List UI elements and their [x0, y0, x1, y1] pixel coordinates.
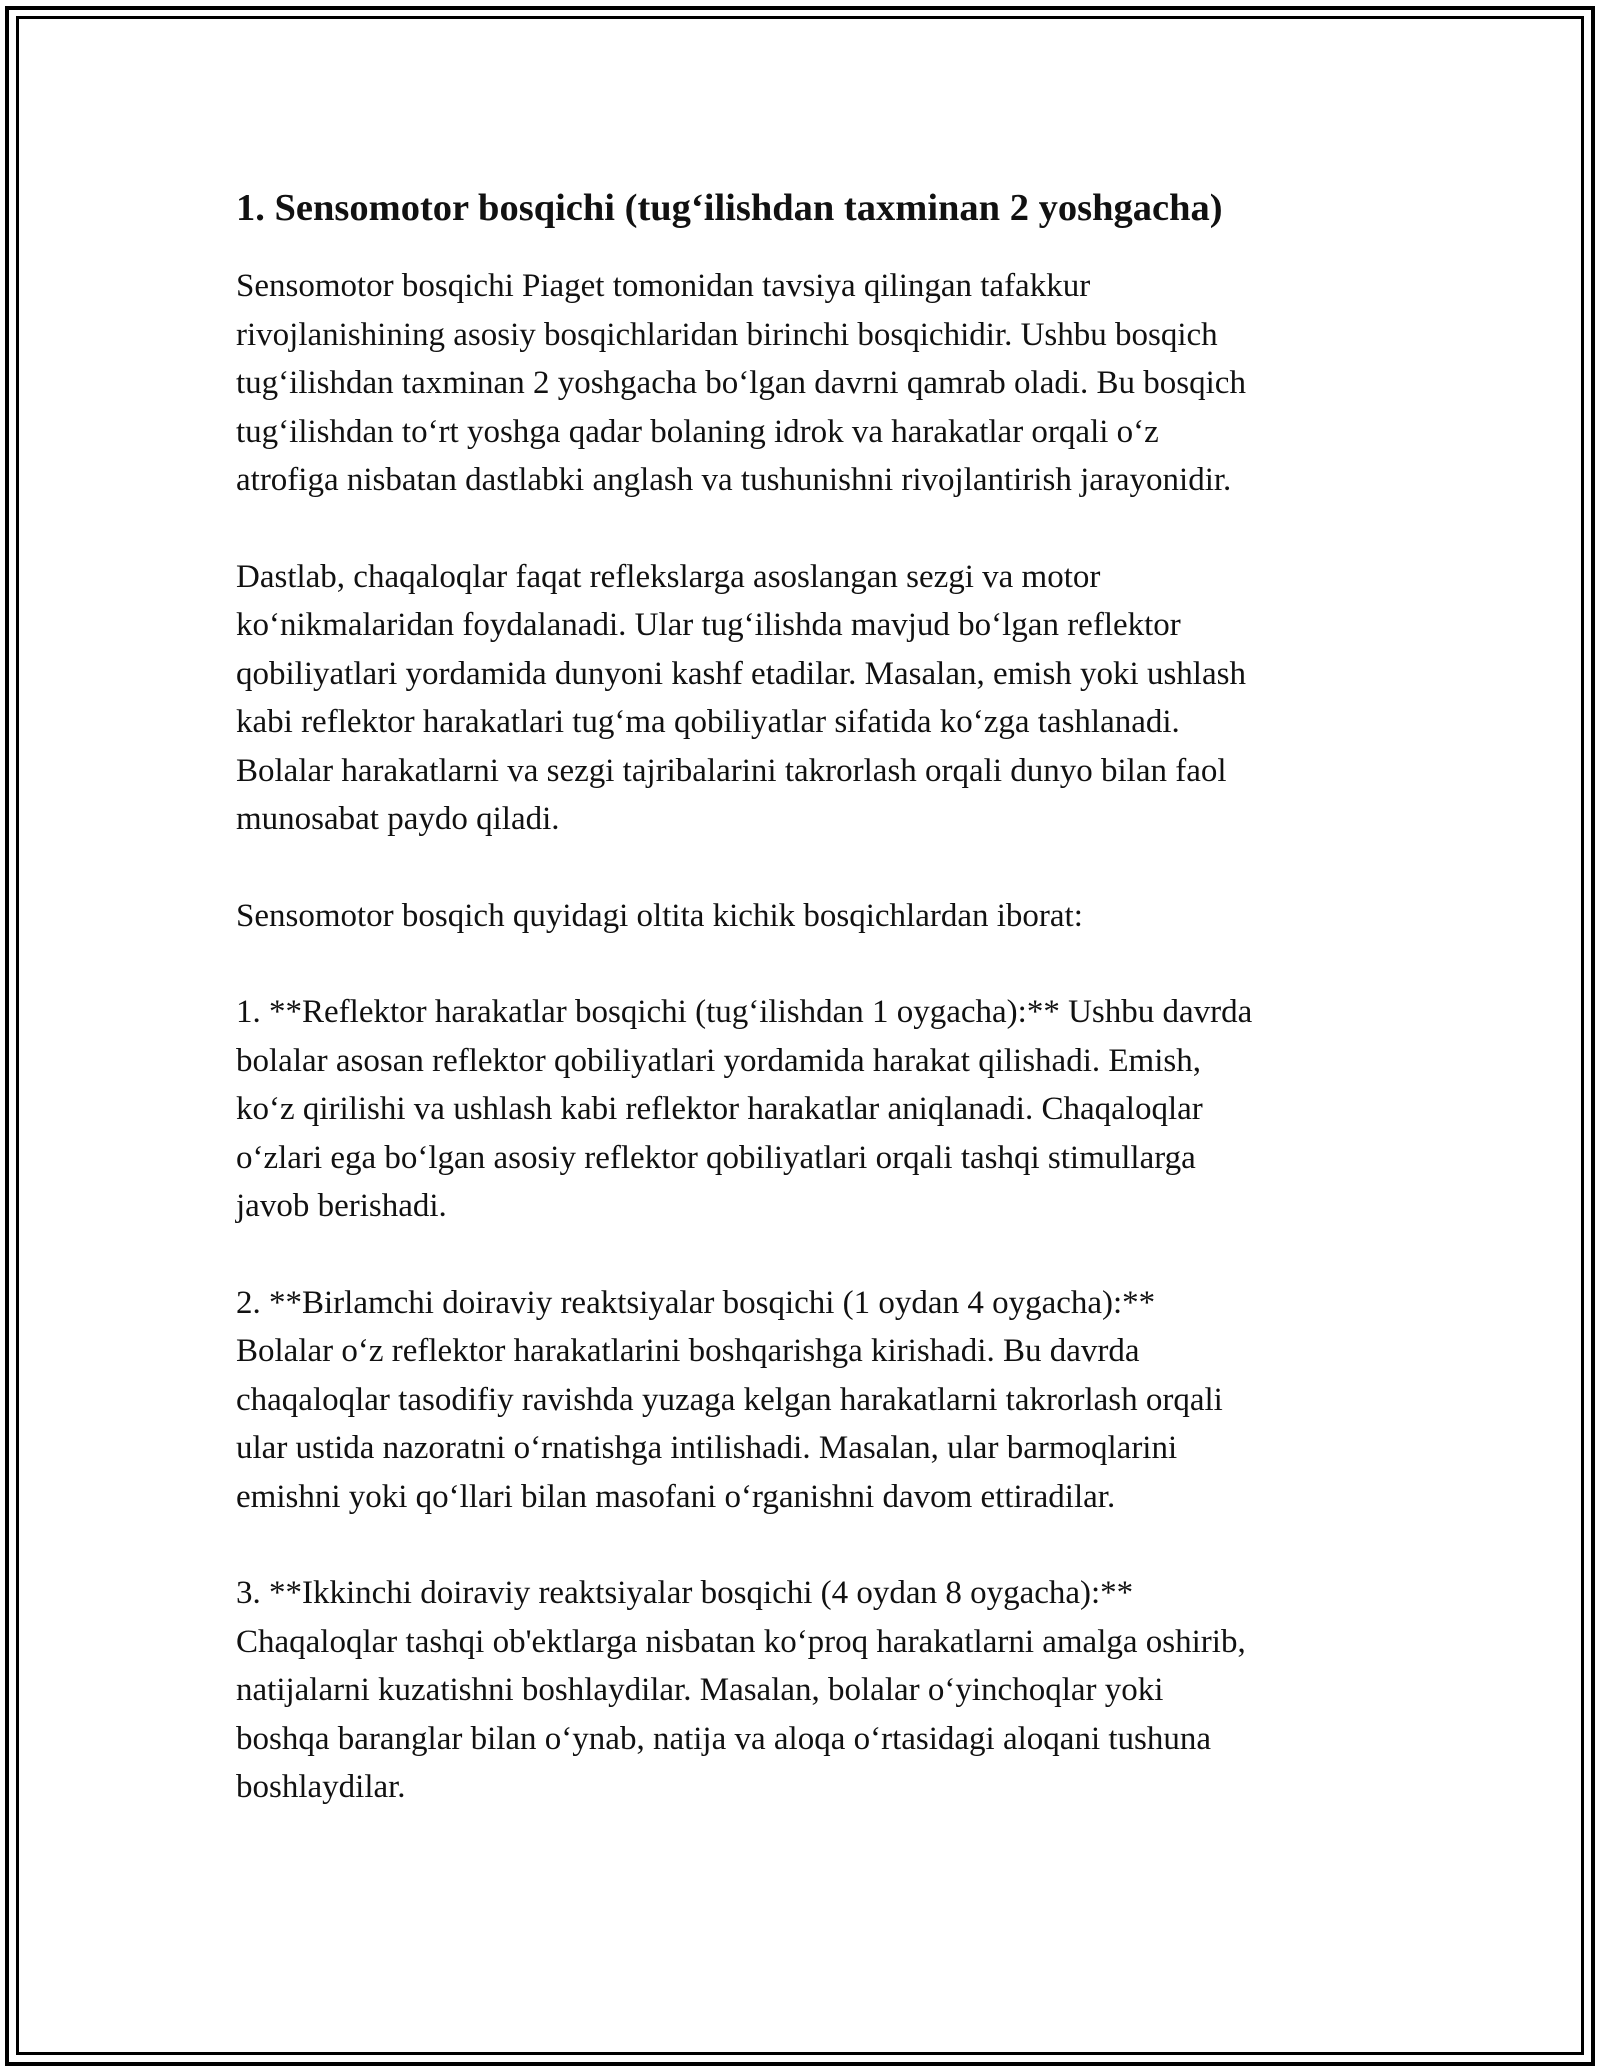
text-line: 1. **Reflektor harakatlar bosqichi (tug‘ilishdan 1 oygacha):** Ushbu davrda — [236, 994, 1253, 1030]
text-line: Bolalar o‘z reflektor harakatlarini boshqarishga kirishadi. Bu davrda — [236, 1333, 1140, 1369]
text-line: o‘zlari ega bo‘lgan asosiy reflektor qobiliyatlari orqali tashqi stimullarga — [236, 1139, 1196, 1176]
text-line: 2. **Birlamchi doiraviy reaktsiyalar bosqichi (1 oydan 4 oygacha):** — [236, 1284, 1156, 1321]
document-body — [236, 186, 1376, 1860]
text-line: Chaqaloqlar tashqi ob'ektlarga nisbatan ko‘proq harakatlarni amalga oshirib, — [236, 1623, 1246, 1660]
text-line: atrofiga nisbatan dastlabki anglash va tushunishni rivojlantirish jarayonidir. — [236, 462, 1232, 498]
text-line: emishni yoki qo‘llari bilan masofani o‘rganishni davom ettiradilar. — [236, 1478, 1116, 1515]
text-line: natijalarni kuzatishni boshlaydilar. Masalan, bolalar o‘yinchoqlar yoki — [236, 1672, 1164, 1708]
paragraph-intro — [236, 262, 1376, 505]
text-line: munosabat paydo qiladi. — [236, 801, 560, 837]
text-line: tug‘ilishdan taxminan 2 yoshgacha bo‘lgan davrni qamrab oladi. Bu bosqich — [236, 365, 1246, 401]
paragraph-substage-2 — [236, 1279, 1376, 1522]
section-heading: 1. Sensomotor bosqichi (tug‘ilishdan taxminan 2 yoshgacha) — [236, 187, 1223, 229]
text-line: chaqaloqlar tasodifiy ravishda yuzaga kelgan harakatlarni takrorlash orqali — [236, 1381, 1223, 1418]
text-line: bolalar asosan reflektor qobiliyatlari yordamida harakat qilishadi. Emish, — [236, 1042, 1201, 1079]
text-line: ko‘nikmalaridan foydalanadi. Ular tug‘ilishda mavjud bo‘lgan reflektor — [236, 607, 1181, 643]
text-line: Bolalar harakatlarni va sezgi tajribalarini takrorlash orqali dunyo bilan faol — [236, 752, 1227, 789]
paragraph-substage-1 — [236, 988, 1376, 1231]
text-line: qobiliyatlari yordamida dunyoni kashf etadilar. Masalan, emish yoki ushlash — [236, 655, 1246, 692]
text-line: tug‘ilishdan to‘rt yoshga qadar bolaning idrok va harakatlar orqali o‘z — [236, 413, 1159, 450]
text-line: javob berishadi. — [236, 1188, 447, 1224]
paragraph-substages-intro — [236, 892, 1376, 941]
text-line: kabi reflektor harakatlari tug‘ma qobiliyatlar sifatida ko‘zga tashlanadi. — [236, 704, 1180, 740]
text-line: ular ustida nazoratni o‘rnatishga intilishadi. Masalan, ular barmoqlarini — [236, 1430, 1178, 1466]
text-line: ko‘z qirilishi va ushlash kabi reflektor harakatlar aniqlanadi. Chaqaloqlar — [236, 1091, 1203, 1127]
text-line: Sensomotor bosqichi Piaget tomonidan tavsiya qilingan tafakkur — [236, 268, 1091, 304]
paragraph-reflexes — [236, 553, 1376, 844]
text-line: boshqa baranglar bilan o‘ynab, natija va aloqa o‘rtasidagi aloqani tushuna — [236, 1720, 1212, 1757]
text-line: Sensomotor bosqich quyidagi oltita kichik bosqichlardan iborat: — [236, 897, 1083, 934]
text-line: rivojlanishining asosiy bosqichlaridan birinchi bosqichidir. Ushbu bosqich — [236, 316, 1218, 353]
text-line: Dastlab, chaqaloqlar faqat reflekslarga asoslangan sezgi va motor — [236, 558, 1101, 595]
paragraph-substage-3 — [236, 1569, 1376, 1812]
text-line: 3. **Ikkinchi doiraviy reaktsiyalar bosqichi (4 oydan 8 oygacha):** — [236, 1575, 1134, 1611]
text-line: boshlaydilar. — [236, 1769, 406, 1805]
